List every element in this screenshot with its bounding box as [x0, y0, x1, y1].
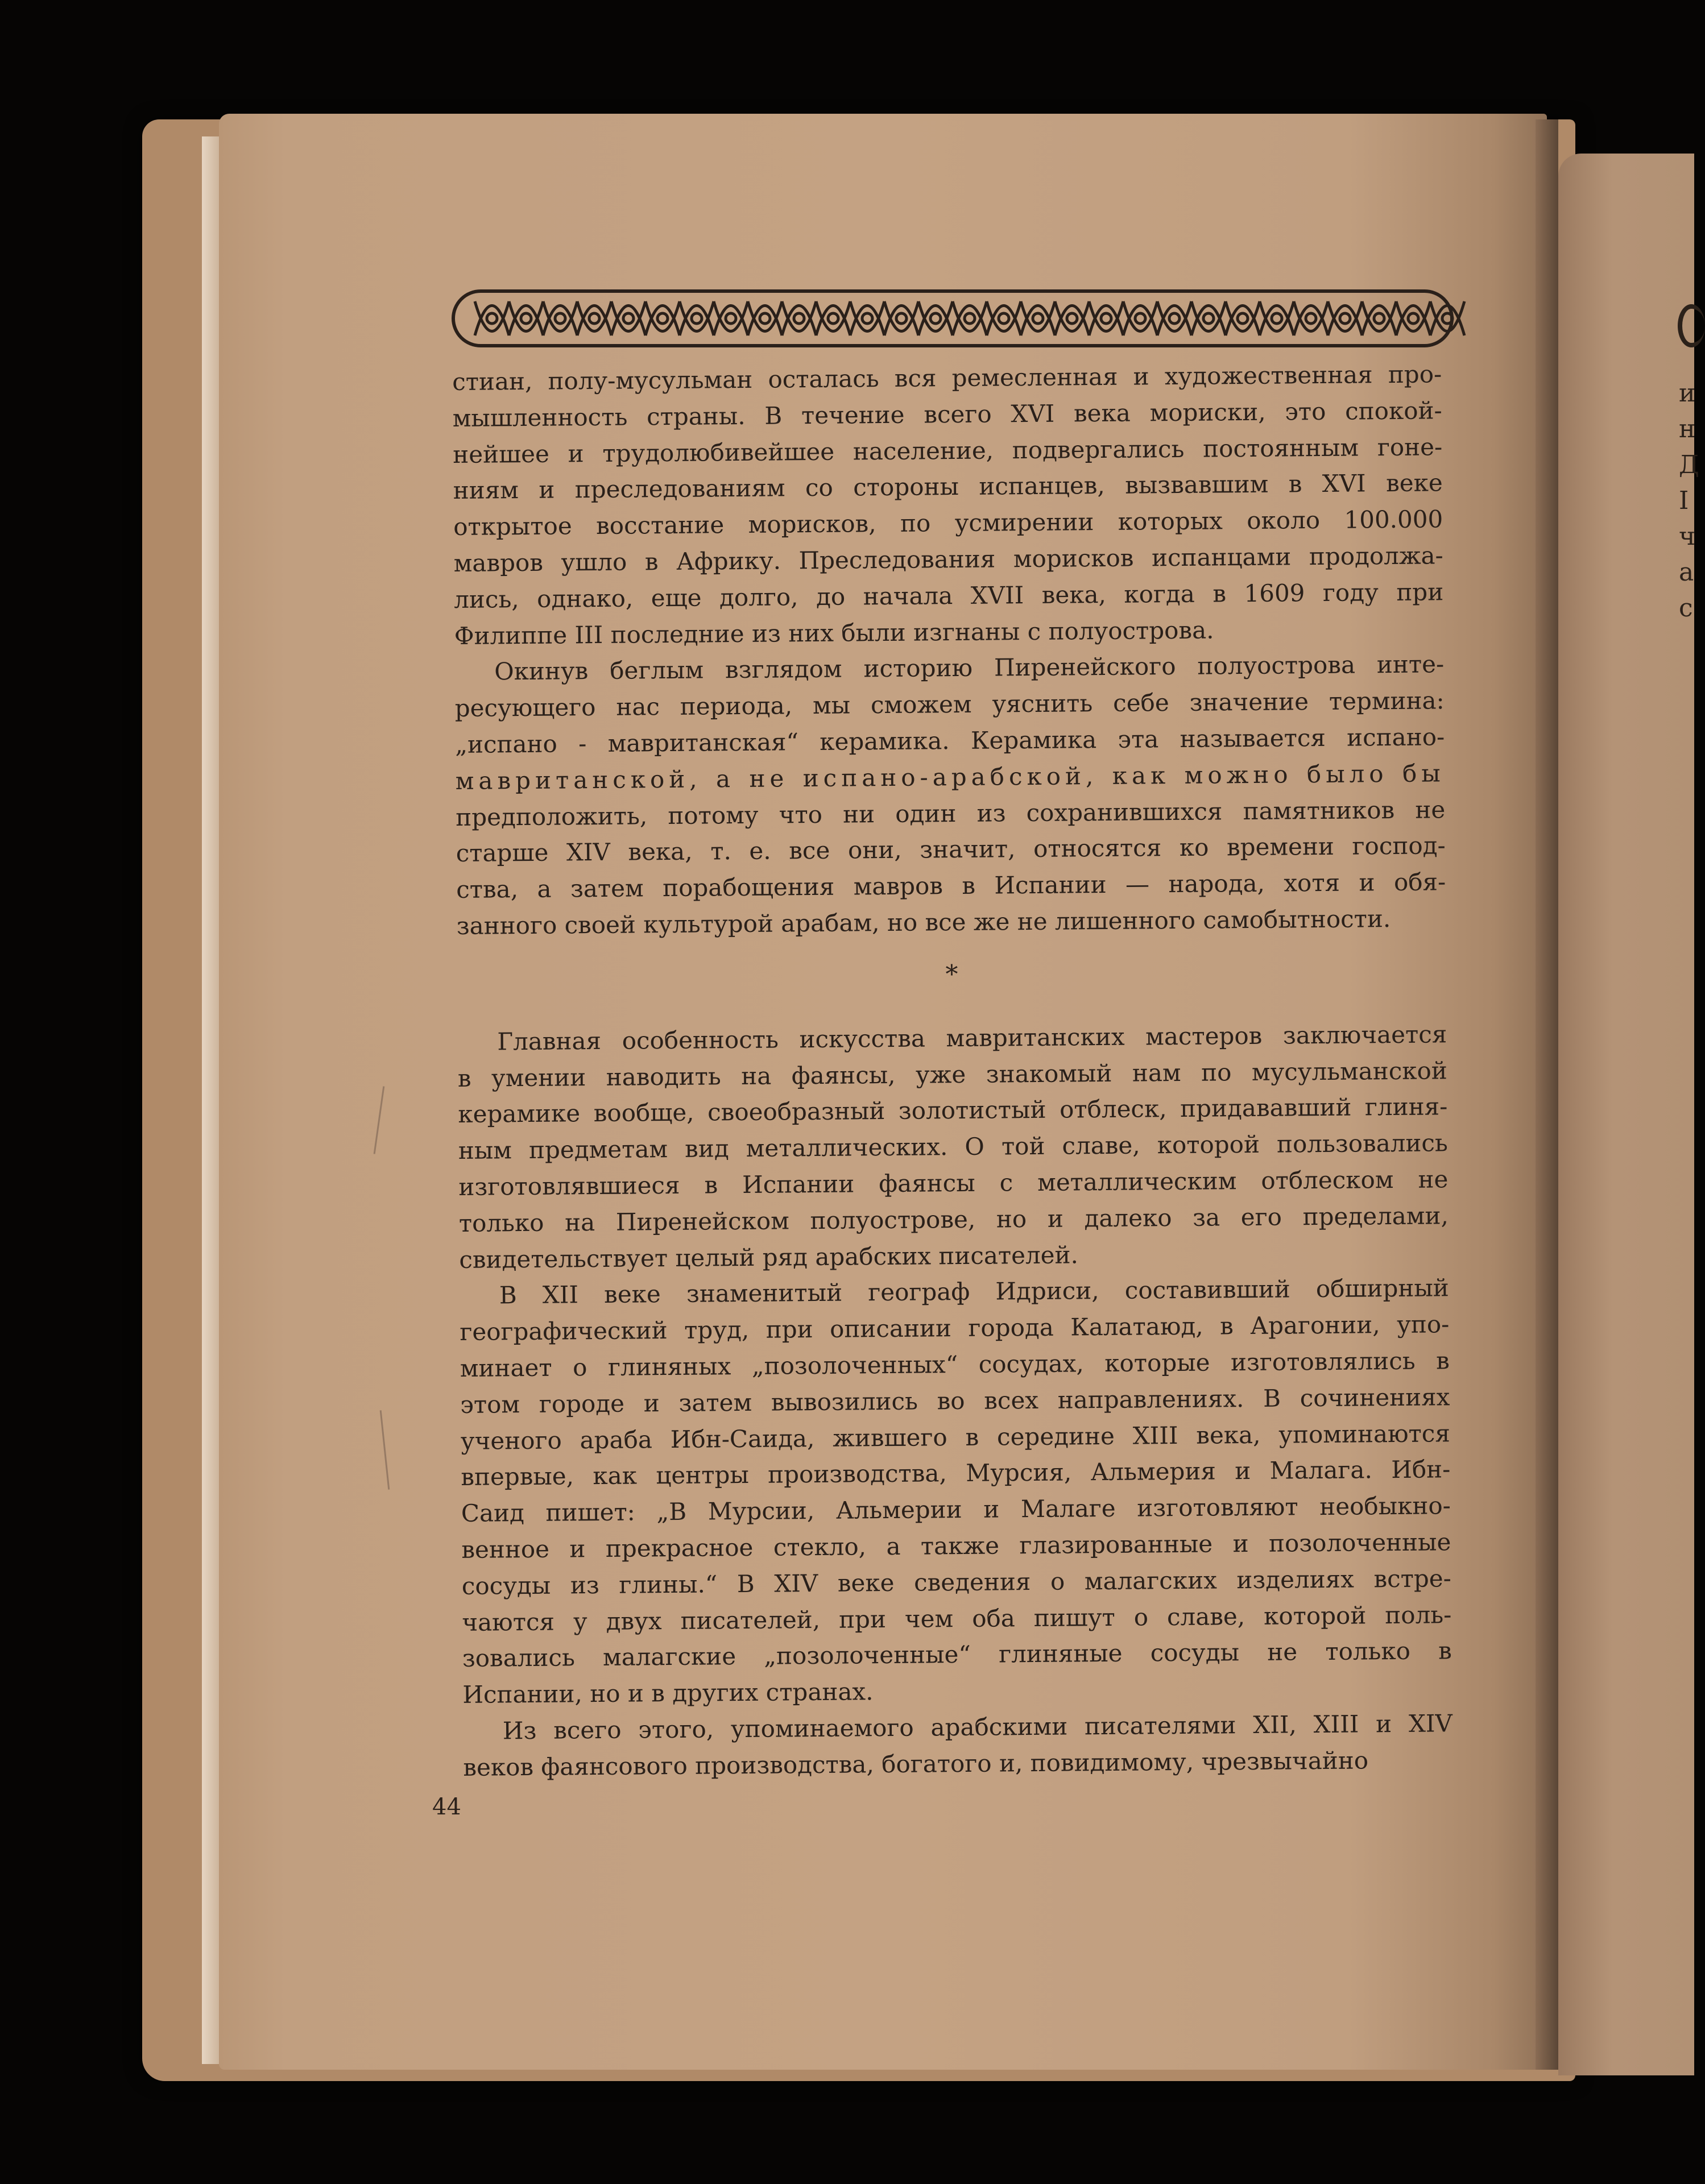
facing-page-edge-text	[1679, 375, 1699, 626]
text-line: „испано - мавританская“ керамика. Керамика эта называется испано-	[455, 723, 1445, 759]
text-line: открытое восстание морисков, по усмирении которых около 100.000	[453, 505, 1443, 541]
text-line: Филиппе III последние из них были изгнаны с полуострова.	[454, 616, 1214, 650]
text-line: занного своей культурой арабам, но все же не лишенного самобытности.	[456, 905, 1391, 940]
facing-page-letter: I	[1679, 486, 1689, 515]
facing-page-letter: и	[1679, 379, 1696, 408]
section-separator: *	[945, 959, 958, 989]
text-line: венное и прекрасное стекло, а также глазированные и позолоченные	[461, 1528, 1451, 1564]
text-line: этом городе и затем вывозились во всех направлениях. В сочинениях	[460, 1382, 1450, 1419]
text-line: минает о глиняных „позолоченных“ сосудах, которые изготовлялись в	[460, 1346, 1450, 1382]
text-line: стиан, полу-мусульман осталась вся ремесленная и художественная про-	[452, 360, 1442, 396]
facing-page	[1558, 154, 1699, 2075]
text-line: В XII веке знаменитый географ Идриси, составивший обширный	[499, 1274, 1450, 1309]
facing-page-letter: с	[1679, 594, 1693, 623]
book-gutter	[1536, 119, 1558, 2070]
text-line: Главная особенность искусства мавританских мастеров заключается	[497, 1020, 1447, 1056]
text-column	[452, 356, 1453, 1785]
text-line: нейшее и трудолюбивейшее население, подвергались постоянным гоне-	[453, 432, 1443, 469]
text-line: мышленность страны. В течение всего XVI века мориски, это спокой-	[452, 396, 1442, 432]
text-line: ученого араба Ибн-Саида, жившего в середине XIII века, упоминаются	[460, 1419, 1451, 1455]
text-line: Испании, но и в других странах.	[462, 1677, 874, 1709]
text-line: зовались малагские „позолоченные“ глиняные сосуды не только в	[462, 1636, 1452, 1673]
text-line: в умении наводить на фаянсы, уже знакомый нам по мусульманской	[457, 1056, 1448, 1092]
text-line: впервые, как центры производства, Мурсия, Альмерия и Малага. Ибн-	[461, 1455, 1451, 1491]
header-ornament	[452, 290, 1453, 347]
text-line: сосуды из глины.“ В XIV веке сведения о малагских изделиях встре-	[461, 1564, 1452, 1600]
text-line: ства, а затем порабощения мавров в Испании — народа, хотя и обя-	[456, 868, 1446, 904]
text-line: мавританской, а не испано-арабской, как можно было бы	[455, 759, 1445, 795]
text-line: Из всего этого, упоминаемого арабскими писателями XII, XIII и XIV	[502, 1709, 1453, 1745]
text-line: керамике вообще, своеобразный золотистый отблеск, придававший глиня-	[458, 1092, 1448, 1129]
page-number: 44	[432, 1794, 461, 1820]
text-line: ресующего нас периода, мы сможем уяснить себе значение термина:	[454, 686, 1445, 723]
text-line: чаются у двух писателей, при чем оба пишут о славе, которой поль-	[462, 1600, 1452, 1636]
text-block-top	[452, 356, 1446, 944]
text-line: Окинув беглым взглядом историю Пиренейского полуострова инте-	[494, 650, 1445, 686]
facing-page-letter: н	[1679, 415, 1696, 444]
text-line: мавров ушло в Африку. Преследования морисков испанцами продолжа-	[453, 541, 1443, 577]
facing-page-letter: а	[1679, 558, 1694, 587]
text-line: предположить, потому что ни один из сохранившихся памятников не	[456, 795, 1446, 831]
text-block-bottom	[457, 1016, 1452, 1785]
facing-page-ornament	[1678, 304, 1705, 347]
text-line: свидетельствует целый ряд арабских писателей.	[459, 1240, 1079, 1274]
text-line: только на Пиренейском полуострове, но и далеко за его пределами,	[458, 1201, 1449, 1237]
text-line: старше XIV века, т. е. все они, значит, относятся ко времени господ-	[456, 831, 1446, 868]
facing-page-letter: Д	[1679, 450, 1699, 479]
text-line: ным предметам вид металлических. О той славе, которой пользовались	[458, 1129, 1449, 1165]
facing-page-letter: ч	[1679, 522, 1696, 551]
text-line: изготовлявшиеся в Испании фаянсы с металлическим отблеском не	[458, 1165, 1449, 1201]
text-line: Саид пишет: „В Мурсии, Альмерии и Малаге изготовляют необыкно-	[461, 1491, 1451, 1528]
text-line: ниям и преследованиям со стороны испанцев, вызвавшим в XVI веке	[453, 469, 1443, 505]
page-edge	[202, 136, 219, 2064]
text-line: лись, однако, еще долго, до начала XVII века, когда в 1609 году при	[454, 578, 1444, 614]
text-line: географический труд, при описании города Калатаюд, в Арагонии, упо-	[460, 1310, 1450, 1346]
text-line: веков фаянсового производства, богатого и, повидимому, чрезвычайно	[463, 1746, 1369, 1781]
